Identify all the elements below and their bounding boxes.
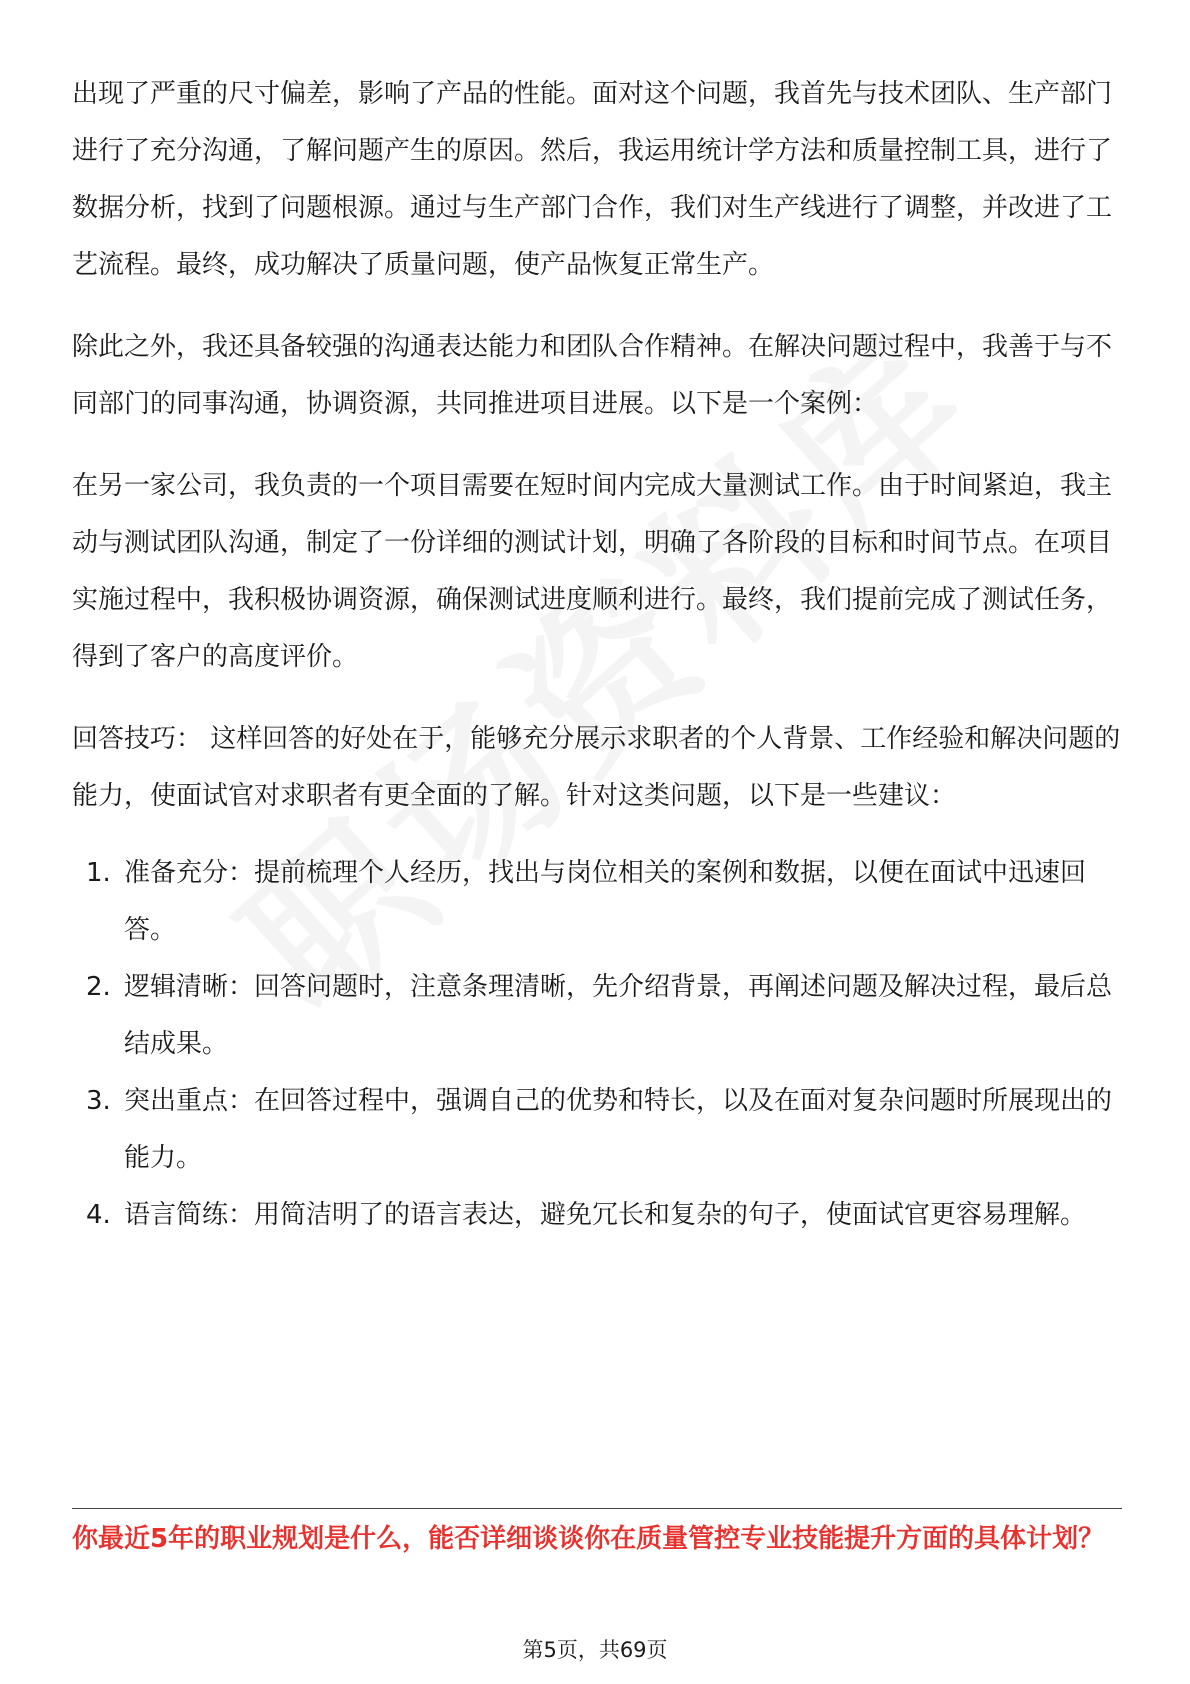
list-item-text: 突出重点：在回答过程中，强调自己的优势和特长，以及在面对复杂问题时所展现出的能力。: [124, 1086, 1113, 1173]
list-number: 1.: [86, 858, 111, 888]
paragraph-quality-issue: 出现了严重的尺寸偏差，影响了产品的性能。面对这个问题，我首先与技术团队、生产部门进行了充分沟通，了解问题产生的原因。然后，我运用统计学方法和质量控制工具，进行了数据分析，找到了问题根源。通过与生产部门合作，我们对生产线进行了调整，并改进了工艺流程。最终，成功解决了质量问题，使产品恢复正常生产。: [72, 79, 1113, 280]
list-item: [72, 845, 1122, 959]
list-item: [72, 1073, 1122, 1187]
list-item-text: 准备充分：提前梳理个人经历，找出与岗位相关的案例和数据，以便在面试中迅速回答。: [124, 858, 1087, 945]
section-divider: [72, 1508, 1122, 1509]
list-item: [72, 959, 1122, 1073]
list-number: 4.: [86, 1200, 111, 1230]
list-item-text: 逻辑清晰：回答问题时，注意条理清晰，先介绍背景，再阐述问题及解决过程，最后总结成果。: [124, 972, 1113, 1059]
next-question-heading: 你最近5年的职业规划是什么，能否详细谈谈你在质量管控专业技能提升方面的具体计划？: [72, 1524, 1105, 1554]
tips-list: [72, 845, 1122, 1244]
list-item: [72, 1187, 1122, 1244]
paragraph-answer-tips: 回答技巧： 这样回答的好处在于，能够充分展示求职者的个人背景、工作经验和解决问题的能力，使面试官对求职者有更全面的了解。针对这类问题，以下是一些建议：: [72, 724, 1121, 811]
page-footer: 第5页，共69页: [522, 1638, 668, 1662]
page-body: [72, 66, 1122, 1244]
paragraph-case: 在另一家公司，我负责的一个项目需要在短时间内完成大量测试工作。由于时间紧迫，我主动与测试团队沟通，制定了一份详细的测试计划，明确了各阶段的目标和时间节点。在项目实施过程中，我积极协调资源，确保测试进度顺利进行。最终，我们提前完成了测试任务，得到了客户的高度评价。: [72, 471, 1113, 672]
paragraph-communication: 除此之外，我还具备较强的沟通表达能力和团队合作精神。在解决问题过程中，我善于与不同部门的同事沟通，协调资源，共同推进项目进展。以下是一个案例：: [72, 332, 1113, 419]
list-item-text: 语言简练：用简洁明了的语言表达，避免冗长和复杂的句子，使面试官更容易理解。: [124, 1200, 1087, 1230]
list-number: 2.: [86, 972, 111, 1002]
list-number: 3.: [86, 1086, 111, 1116]
